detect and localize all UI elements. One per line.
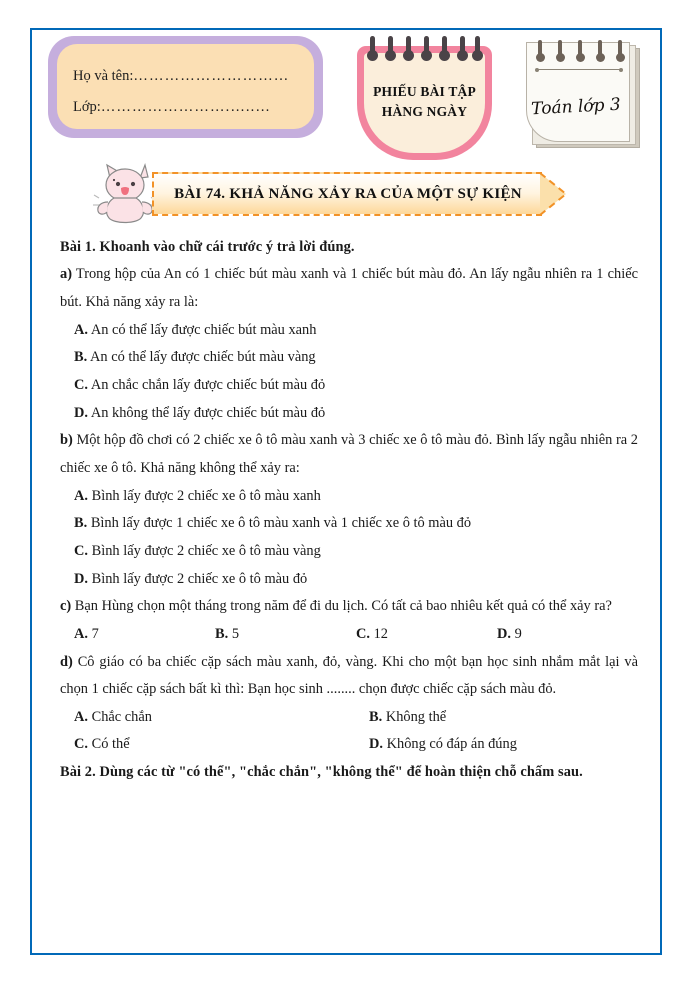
student-info-inner: [57, 44, 314, 129]
option-text: An có thể lấy được chiếc bút màu vàng: [90, 349, 316, 366]
option-b-a[interactable]: [60, 483, 638, 511]
option-c-d[interactable]: [497, 621, 638, 649]
lesson-title-banner: [152, 172, 572, 216]
question-d-stem: [60, 649, 638, 704]
option-label: A.: [74, 487, 88, 504]
student-name-field[interactable]: [73, 68, 302, 85]
student-name-label: Họ và tên:: [73, 68, 134, 84]
spiral-ring-icon: [475, 36, 480, 58]
option-text: Bình lấy được 2 chiếc xe ô tô màu đỏ: [91, 570, 308, 587]
question-a-stem: [60, 261, 638, 316]
spiral-ring-icon: [370, 36, 375, 58]
option-d-c[interactable]: [74, 731, 343, 759]
option-text: Bình lấy được 2 chiếc xe ô tô màu vàng: [91, 542, 321, 559]
exercise-2-heading: Bài 2. Dùng các từ "có thể", "chắc chắn", "không thể" để hoàn thiện chỗ chấm sau.: [60, 764, 583, 781]
option-text: An chắc chắn lấy được chiếc bút màu đỏ: [90, 376, 326, 393]
option-label: C.: [74, 376, 88, 393]
student-class-field[interactable]: [73, 99, 302, 116]
question-c-options: [60, 621, 638, 649]
spiral-ring-icon: [558, 40, 562, 60]
question-a-label: a): [60, 266, 72, 283]
question-part-b: [60, 427, 638, 593]
worksheet-content: [60, 236, 638, 787]
spiral-ring-icon: [406, 36, 411, 58]
question-part-a: [60, 261, 638, 427]
pink-notepad-body: [357, 46, 492, 160]
question-c-label: c): [60, 598, 72, 615]
question-c-stem: [60, 593, 638, 621]
question-a-options: [60, 317, 638, 428]
daily-worksheet-badge: [357, 36, 492, 160]
option-label: B.: [215, 625, 229, 642]
option-text: Không có đáp án đúng: [386, 736, 517, 753]
option-d-b[interactable]: [343, 704, 638, 732]
worksheet-header: [0, 0, 694, 232]
cat-mascot-icon: [90, 158, 160, 226]
option-c-a[interactable]: [74, 621, 215, 649]
spiral-ring-icon: [618, 40, 622, 60]
spiral-ring-icon: [442, 36, 447, 58]
option-label: B.: [74, 515, 88, 532]
option-text: An có thể lấy được chiếc bút màu xanh: [90, 321, 317, 338]
option-text: Chắc chắn: [91, 708, 152, 725]
option-a-b[interactable]: [60, 344, 638, 372]
student-name-dots: …………………………: [133, 68, 290, 84]
spiral-ring-icon: [424, 36, 429, 58]
subject-notepad: [524, 40, 642, 152]
lesson-title: BÀI 74. KHẢ NĂNG XẢY RA CỦA MỘT SỰ KIỆN: [152, 172, 542, 216]
option-text: 5: [231, 625, 240, 642]
question-b-label: b): [60, 432, 73, 449]
student-class-dots: …………………….…..…: [100, 99, 271, 115]
option-text: An không thể lấy được chiếc bút màu đỏ: [90, 404, 326, 421]
option-b-b[interactable]: [60, 510, 638, 538]
spiral-ring-icon: [578, 40, 582, 60]
option-d-a[interactable]: [74, 704, 343, 732]
question-b-options: [60, 483, 638, 594]
option-label: C.: [74, 736, 88, 753]
subject-label: Toán lớp 3: [530, 94, 622, 120]
spiral-ring-icon: [538, 40, 542, 60]
option-label: D.: [369, 736, 383, 753]
option-text: Không thể: [385, 708, 447, 725]
option-a-a[interactable]: [60, 317, 638, 345]
student-class-label: Lớp:: [73, 99, 101, 115]
question-a-text: Trong hộp của An có 1 chiếc bút màu xanh và 1 chiếc bút màu đỏ. An lấy ngẫu nhiên ra 1 chiếc bút. Khả năng xảy ra là:: [60, 266, 638, 310]
badge-title-line2: HÀNG NGÀY: [381, 104, 468, 120]
option-text: Bình lấy được 1 chiếc xe ô tô màu xanh và 1 chiếc xe ô tô màu đỏ: [90, 515, 472, 532]
option-d-d[interactable]: [343, 731, 638, 759]
option-text: 7: [91, 625, 99, 642]
option-c-c[interactable]: [356, 621, 497, 649]
spiral-ring-icon: [460, 36, 465, 58]
option-label: A.: [74, 708, 88, 725]
spiral-ring-icon: [388, 36, 393, 58]
option-label: C.: [356, 625, 370, 642]
option-b-c[interactable]: [60, 538, 638, 566]
option-label: D.: [74, 570, 88, 587]
question-part-d: [60, 649, 638, 760]
daily-worksheet-title: [365, 82, 484, 123]
spiral-ring-icon: [598, 40, 602, 60]
option-text: Bình lấy được 2 chiếc xe ô tô màu xanh: [91, 487, 321, 504]
notepad-rule-line: [537, 69, 621, 70]
option-label: B.: [74, 349, 88, 366]
option-label: D.: [497, 625, 511, 642]
option-text: 12: [373, 625, 388, 642]
question-d-label: d): [60, 653, 73, 670]
student-info-box: [48, 36, 323, 138]
option-text: 9: [514, 625, 522, 642]
question-c-text: Bạn Hùng chọn một tháng trong năm để đi du lịch. Có tất cả bao nhiêu kết quả có thể xảy ra?: [74, 598, 612, 615]
option-label: A.: [74, 625, 88, 642]
option-a-c[interactable]: [60, 372, 638, 400]
badge-title-line1: PHIẾU BÀI TẬP: [373, 84, 476, 99]
exercise-block-2: [60, 759, 638, 785]
question-d-text: Cô giáo có ba chiếc cặp sách màu xanh, đỏ, vàng. Khi cho một bạn học sinh nhắm mắt lại và chọn 1 chiếc cặp sách bất kì thì: Bạn học sinh ........ chọn được chiếc cặp sách màu đỏ.: [60, 653, 638, 698]
option-a-d[interactable]: [60, 400, 638, 428]
option-c-b[interactable]: [215, 621, 356, 649]
question-b-stem: [60, 427, 638, 482]
option-label: D.: [74, 404, 88, 421]
question-part-c: [60, 593, 638, 648]
option-label: C.: [74, 542, 88, 559]
option-text: Có thể: [91, 736, 130, 753]
question-b-text: Một hộp đồ chơi có 2 chiếc xe ô tô màu xanh và 3 chiếc xe ô tô màu đỏ. Bình lấy ngẫu nhiên ra 2 chiếc xe ô tô. Khả năng không thể xảy ra:: [60, 432, 638, 476]
option-b-d[interactable]: [60, 566, 638, 594]
exercise-block-1: [60, 236, 638, 759]
option-label: A.: [74, 321, 88, 338]
question-d-options-row1: [60, 704, 638, 732]
option-label: B.: [369, 708, 383, 725]
question-d-options-row2: [60, 731, 638, 759]
exercise-1-heading: Bài 1. Khoanh vào chữ cái trước ý trả lời đúng.: [60, 239, 355, 255]
